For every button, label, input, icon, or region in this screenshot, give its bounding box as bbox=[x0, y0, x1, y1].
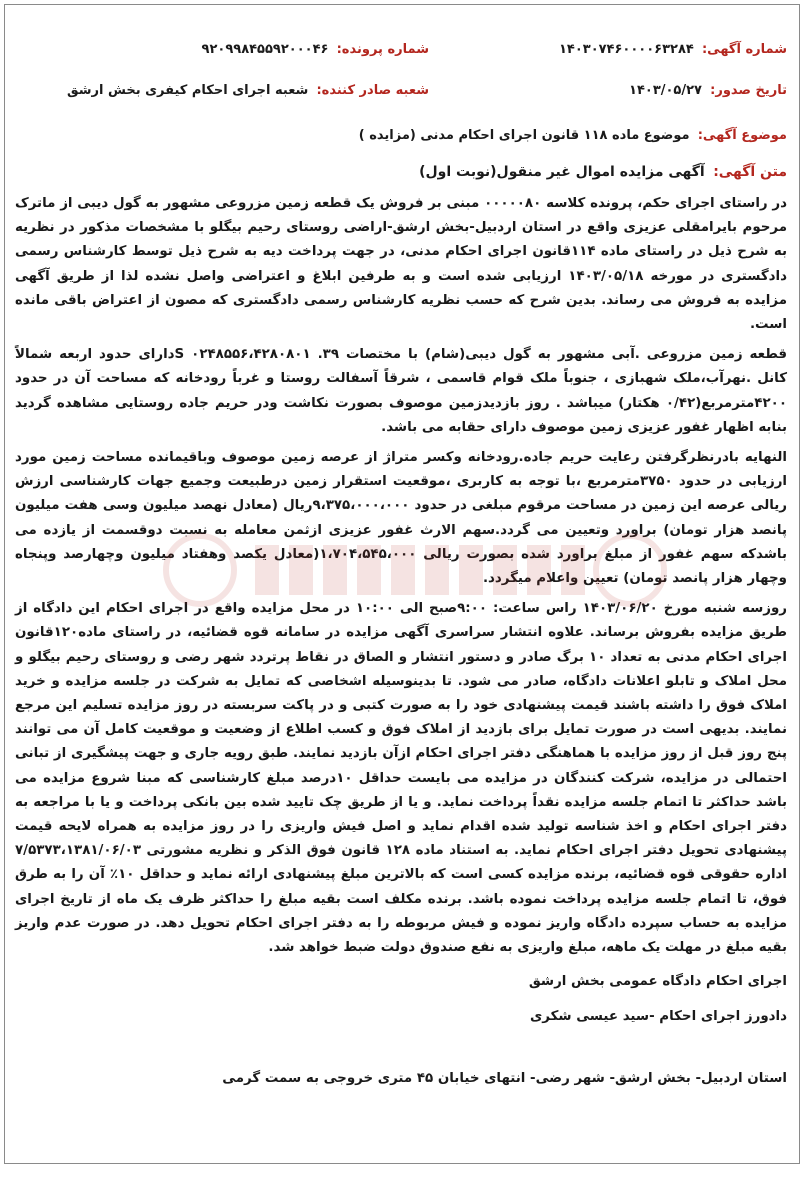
notice-document bbox=[4, 4, 800, 1164]
case-number-value: ۹۲۰۹۹۸۴۵۵۹۲۰۰۰۴۶ bbox=[201, 42, 329, 57]
issue-date-value: ۱۴۰۳/۰۵/۲۷ bbox=[629, 83, 702, 98]
signature-line-1: اجرای احکام دادگاه عمومی بخش ارشق bbox=[528, 974, 787, 990]
issuing-branch bbox=[67, 78, 429, 104]
case-number-label: شماره پرونده: bbox=[336, 42, 429, 57]
ad-number-value: ۱۴۰۳۰۷۴۶۰۰۰۰۶۳۲۸۴ bbox=[558, 42, 694, 57]
ad-number bbox=[559, 37, 787, 63]
header-row-1 bbox=[5, 37, 799, 63]
header-row-2 bbox=[5, 78, 799, 104]
signature-line-2: دادورز اجرای احکام -سید عیسی شکری bbox=[530, 1008, 787, 1024]
case-number bbox=[202, 37, 429, 63]
body-paragraph-4: روزسه شنبه مورخ ۱۴۰۳/۰۶/۲۰ راس ساعت: ۹:۰۰صبح الی ۱۰:۰۰ در محل مزایده واقع در اجرای احکام این دادگاه از طریق مزایده بفروش برساند. علاوه انتشار سراسری آگهی مزایده در سامانه قوه قضائیه، در راستای ماده۱۲۰قانون اجرای احکام مدنی به تعداد ۱۰ برگ صادر و دستور انتشار و الصاق در نقاط پرتردد شهر رضی و روستای رحیم بیگلو و محل املاک و تابلو اعلانات دادگاه، صادر می شود. تا بدینوسیله اشخاصی که تمایل به شرکت در جلسه مزایده و خرید املاک فوق را داشته باشند قیمت پیشنهادی خود را به صورت کتبی و در پاکت سربسته در روز مزایده تسلیم این مرجع نمایند. بدیهی است در صورت تمایل برای بازدید از املاک فوق و کسب اطلاع از وضعیت و موقعیت کامل آن می توانند پنج روز قبل از روز مزایده با هماهنگی دفتر اجرای احکام ازآن بازدید نمایند. طبق رویه جاری و جهت پیشگیری از تبانی احتمالی در مزایده، شرکت کنندگان در مزایده می بایست حداقل ۱۰درصد مبلغ کارشناسی که مبنا شروع مزایده می باشد حداکثر تا اتمام جلسه مزایده نقداً پرداخت نماید. و یا از طریق چک تایید شده بین بانکی پرداخت و یا با مراجعه به دفتر اجرای احکام و اخذ شناسه تولید شده اقدام نماید و اصل فیش واریزی را در روز مزایده به همراه لایحه قیمت پیشنهادی تحویل دفتر اجرای احکام نماید. به استناد ماده ۱۲۸ قانون فوق الذکر و نظریه مشورتی ۷/۵۳۷۳،۱۳۸۱/۰۶/۰۳ اداره حقوقی قوه قضائیه، برنده مزایده کسی است که بالاترین مبلغ پیشنهادی ارائه نماید و حداقل ۱۰٪ آن را به طرق فوق، تا اتمام جلسه مزایده پرداخت نموده باشد. برنده مکلف است بقیه مبلغ را حداکثر ظرف یک ماه از تاریخ اجرای مزایده به حساب سپرده دادگاه واریز نموده و فیش مربوطه را به دفتر اجرای احکام تحویل دهد. در صورت عدم واریز بقیه مبلغ در مهلت یک ماهه، مبلغ واریزی به نفع صندوق دولت ضبط خواهد شد. bbox=[15, 601, 787, 956]
issuing-branch-value: شعبه اجرای احکام کیفری بخش ارشق bbox=[67, 83, 309, 98]
office-address: استان اردبیل- بخش ارشق- شهر رضی- انتهای خیابان ۴۵ متری خروجی به سمت گرمی bbox=[222, 1071, 787, 1086]
issue-date bbox=[629, 78, 787, 104]
notice-text-title bbox=[419, 161, 787, 183]
text-title-value: آگهی مزایده اموال غیر منقول(نوبت اول) bbox=[419, 164, 705, 180]
body-paragraph-2: قطعه زمین مزروعی .آبی مشهور به گول دیبی(شام) با مختصات ۳۹. ۰۲۴۸۵۵۶،۴۲۸۰۸۰۱ Sدارای حدود اربعه شمالاً کانل .نهرآب،ملک شهبازی ، جنوباً ملک قوام قاسمی ، شرقاً آسفالت روستا و غرباً رودخانه که مساحت آن در حدود ۴۲۰۰مترمربع(۰/۴۲ هکتار) میباشد . روز بازدیدزمین موصوف بصورت نکاشت ودر حریم جاده روستایی مشاهده گردید بنابه اظهار غفور عزیزی زمین موصوف دارای حقابه می باشد. bbox=[15, 347, 788, 435]
subject-label: موضوع آگهی: bbox=[697, 128, 787, 143]
text-title-label: متن آگهی: bbox=[713, 164, 787, 180]
notice-subject bbox=[359, 125, 787, 147]
notice-body bbox=[15, 192, 787, 1039]
ad-number-label: شماره آگهی: bbox=[701, 42, 787, 57]
issue-date-label: تاریخ صدور: bbox=[710, 83, 787, 98]
signature-block bbox=[15, 970, 787, 1028]
body-paragraph-1: در راستای اجرای حکم، پرونده کلاسه ۰۰۰۰۰۸۰ مبنی بر فروش یک قطعه زمین مزروعی مشهور به گول دیبی از ماترک مرحوم بایرامقلی عزیزی واقع در استان اردبیل-بخش ارشق-اراضی روستای رحیم بیگلو با مشخصات مذکور در نظریه به شرح ذیل در راستای ماده ۱۱۴قانون اجرای احکام مدنی، در جهت پرداخت دیه به شرح ذیل توسط کارشناس رسمی دادگستری در مورخه ۱۴۰۳/۰۵/۱۸ ارزیابی شده است و به طرفین ابلاغ و اعتراضی واصل نشده لذا از طریق آگهی مزایده به فروش می رساند. بدین شرح که حسب نظریه کارشناس رسمی دادگستری که مصون از اعتراض باقی مانده است. bbox=[15, 196, 788, 333]
issuing-branch-label: شعبه صادر کننده: bbox=[316, 83, 429, 98]
body-paragraph-3: النهایه بادرنظرگرفتن رعایت حریم جاده.رودخانه وکسر متراژ از عرصه زمین موصوف وباقیمانده مساحت زمین مورد ارزیابی در حدود ۳۷۵۰مترمربع ،با توجه به کاربری ،موقعیت استقرار زمین درطبیعت وجمیع جهات کارشناسی ارزش ریالی عرصه این زمین در مساحت مرقوم مبلغی در حدود ۹،۳۷۵،۰۰۰،۰۰۰ریال (معادل نهصد میلیون وسی هفت میلیون پانصد هزار تومان) براورد وتعیین می گردد.سهم الارث غفور عزیزی ازثمن معامله به نسبت دوقسمت از یازده می باشدکه سهم غفور از مبلغ براورد شده بصورت ریالی ۱،۷۰۴،۵۴۵،۰۰۰(معادل یکصد وهفتاد میلیون وچهارصد وپنجاه وچهار هزار پانصد تومان) تعیین واعلام میگردد. bbox=[15, 450, 787, 587]
subject-value: موضوع ماده ۱۱۸ قانون اجرای احکام مدنی (مزایده ) bbox=[358, 128, 690, 143]
